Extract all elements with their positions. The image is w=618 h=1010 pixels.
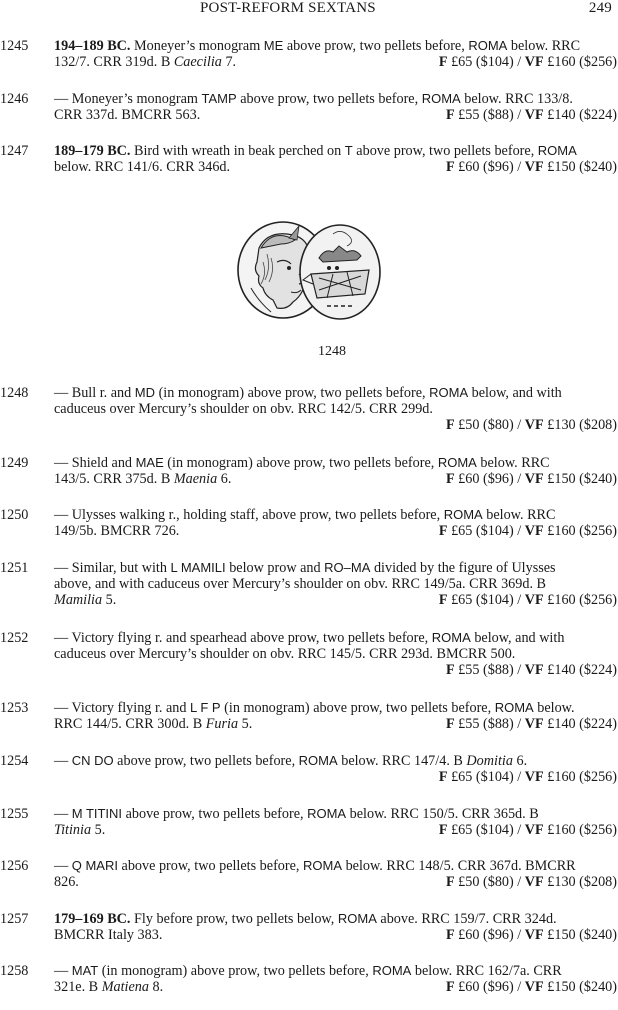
text-run: — Shield and — [54, 455, 136, 471]
coin-drawing — [237, 218, 381, 326]
text-run: — — [54, 858, 72, 874]
price-f: £65 ($104) / — [447, 54, 525, 71]
entry-line — [54, 385, 617, 401]
price-vf: £160 ($256) — [543, 769, 617, 786]
text-run: below. RRC 162/7a. CRR — [411, 963, 562, 979]
price-vf: £130 ($208) — [543, 874, 617, 891]
entry-line — [54, 874, 617, 890]
grade-f: F — [445, 662, 455, 679]
text-run: below. RRC 141/6. CRR 346d. — [54, 159, 231, 176]
text-run: below. RRC — [476, 455, 550, 471]
text-run: — — [54, 753, 72, 769]
price-f: £50 ($80) / — [454, 417, 525, 434]
entry-line — [54, 911, 617, 927]
grade-vf: VF — [524, 417, 544, 434]
entry-line — [54, 107, 617, 123]
text-run: 7. — [221, 54, 237, 71]
text-run: — — [54, 806, 72, 822]
price-line — [446, 716, 617, 732]
entry-line — [54, 716, 617, 732]
entry-number: 1256 — [0, 858, 29, 874]
text-run: caduceus over Mercury’s shoulder on obv. RRC 145/5. CRR 293d. BMCRR 500. — [54, 646, 516, 663]
entry-text — [54, 507, 617, 539]
text-run: divided by the figure of Ulysses — [370, 560, 556, 576]
price-vf: £150 ($240) — [543, 159, 617, 176]
figure-caption: 1248 — [318, 344, 346, 359]
legend-text: ROMA — [337, 911, 377, 926]
entry-line — [54, 979, 617, 995]
price-f: £60 ($96) / — [454, 979, 525, 996]
date-range: 179–169 BC. — [54, 911, 131, 927]
entry-text — [54, 753, 617, 785]
price-vf: £160 ($256) — [543, 523, 617, 540]
text-run: Moneyer’s monogram — [130, 38, 264, 54]
price-vf: £140 ($224) — [543, 716, 617, 733]
legend-text: ROMA — [303, 858, 343, 873]
entry-line — [54, 471, 617, 487]
price-f: £50 ($80) / — [454, 874, 525, 891]
moneyer-family: Maenia — [173, 471, 218, 488]
price-vf: £150 ($240) — [543, 927, 617, 944]
price-f: £55 ($88) / — [454, 662, 525, 679]
text-run: below. RRC — [507, 38, 581, 54]
legend-text: ROMA — [372, 963, 412, 978]
legend-text: MD — [134, 385, 156, 400]
entry-number: 1247 — [0, 143, 29, 159]
legend-text: ROMA — [494, 700, 534, 715]
text-run: 5. — [238, 716, 253, 733]
entry-line — [54, 927, 617, 943]
price-line — [446, 662, 617, 678]
legend-text: ROMA — [429, 385, 469, 400]
entry-line — [54, 662, 617, 678]
entry-line — [54, 523, 617, 539]
text-run: 321e. B — [54, 979, 102, 996]
text-run: above, and with caduceus over Mercury’s shoulder on obv. RRC 149/5a. CRR 369d. B — [54, 576, 547, 593]
text-run: 149/5b. BMCRR 726. — [54, 523, 180, 540]
text-run: above prow, two pellets before, — [117, 858, 304, 874]
grade-f: F — [445, 417, 455, 434]
entry-text — [54, 455, 617, 487]
text-run: 132/7. CRR 319d. B — [54, 54, 174, 71]
entry-text — [54, 143, 617, 175]
price-line — [446, 107, 617, 123]
text-run: (in monogram) above prow, two pellets before, — [98, 963, 373, 979]
entry-line — [54, 769, 617, 785]
text-run: below. RRC 148/5. CRR 367d. BMCRR — [342, 858, 576, 874]
price-f: £65 ($104) / — [447, 769, 525, 786]
entry-number: 1249 — [0, 455, 29, 471]
price-line — [446, 471, 617, 487]
entry-text — [54, 963, 617, 995]
entry-number: 1258 — [0, 963, 29, 979]
entry-line — [54, 54, 617, 70]
text-run: above. RRC 159/7. CRR 324d. — [376, 911, 557, 927]
coin-illustration — [237, 218, 381, 326]
entry-text — [54, 700, 617, 732]
legend-text: ROMA — [431, 630, 471, 645]
text-run: above prow, two pellets before, — [122, 806, 308, 822]
text-run: RRC 144/5. CRR 300d. B — [54, 716, 206, 733]
entry-number: 1250 — [0, 507, 29, 523]
entry-text — [54, 385, 617, 434]
text-run: caduceus over Mercury’s shoulder on obv. RRC 142/5. CRR 299d. — [54, 401, 433, 418]
legend-text: ROMA — [421, 91, 461, 106]
price-vf: £160 ($256) — [543, 54, 617, 71]
page-header — [0, 0, 618, 20]
price-line — [439, 769, 617, 785]
text-run: 6. — [217, 471, 232, 488]
grade-f: F — [445, 927, 455, 944]
text-run: BMCRR Italy 383. — [54, 927, 163, 944]
entry-number: 1251 — [0, 560, 29, 576]
legend-text: L F P — [190, 700, 221, 715]
grade-vf: VF — [524, 769, 544, 786]
legend-text: L MAMILI — [170, 560, 226, 575]
legend-text: T — [344, 143, 353, 158]
legend-text: ROMA — [298, 753, 338, 768]
text-run: below. RRC 147/4. B — [337, 753, 467, 769]
grade-vf: VF — [524, 471, 544, 488]
price-line — [446, 159, 617, 175]
price-vf: £150 ($240) — [543, 471, 617, 488]
grade-vf: VF — [524, 54, 544, 71]
text-run: 143/5. CRR 375d. B — [54, 471, 174, 488]
moneyer-family: Domitia — [466, 753, 513, 769]
text-run: — — [54, 963, 72, 979]
grade-f: F — [438, 54, 448, 71]
date-range: 189–179 BC. — [54, 143, 131, 159]
grade-f: F — [445, 716, 455, 733]
text-run: below. RRC 133/8. — [460, 91, 573, 107]
entry-line — [54, 592, 617, 608]
legend-text: ROMA — [437, 455, 477, 470]
price-vf: £150 ($240) — [543, 979, 617, 996]
entry-line — [54, 560, 617, 576]
price-f: £55 ($88) / — [454, 716, 525, 733]
text-run: below, and with — [470, 630, 565, 646]
grade-vf: VF — [524, 927, 544, 944]
price-f: £60 ($96) / — [454, 927, 525, 944]
legend-text: CN DO — [71, 753, 114, 768]
date-range: 194–189 BC. — [54, 38, 131, 54]
text-run: below, and with — [468, 385, 562, 401]
entry-number: 1248 — [0, 385, 29, 401]
text-run: — Bull r. and — [54, 385, 135, 401]
entry-text — [54, 560, 617, 609]
legend-text: M TITINI — [71, 806, 123, 821]
text-run: 5. — [102, 592, 117, 609]
grade-vf: VF — [524, 979, 544, 996]
moneyer-family: Caecilia — [173, 54, 222, 71]
grade-vf: VF — [524, 716, 544, 733]
text-run: 8. — [148, 979, 164, 996]
legend-text: ROMA — [443, 507, 483, 522]
entry-text — [54, 911, 617, 943]
text-run: — Similar, but with — [54, 560, 171, 576]
entry-text — [54, 38, 617, 70]
price-f: £65 ($104) / — [447, 592, 525, 609]
text-run: — Ulysses walking r., holding staff, above prow, two pellets before, — [54, 507, 444, 523]
text-run: below prow and — [225, 560, 325, 576]
entry-line — [54, 417, 617, 433]
legend-text: RO–MA — [324, 560, 371, 575]
moneyer-family: Mamilia — [54, 592, 103, 609]
legend-text: Q MARI — [71, 858, 118, 873]
running-title: POST-REFORM SEXTANS — [200, 0, 376, 16]
grade-f: F — [438, 769, 448, 786]
text-run: 6. — [512, 753, 528, 769]
grade-vf: VF — [524, 662, 544, 679]
grade-f: F — [445, 107, 455, 124]
price-vf: £130 ($208) — [543, 417, 617, 434]
entry-line — [54, 806, 617, 822]
entry-line — [54, 753, 617, 769]
entry-number: 1255 — [0, 806, 29, 822]
entry-number: 1254 — [0, 753, 29, 769]
price-line — [446, 874, 617, 890]
entry-line — [54, 858, 617, 874]
entry-line — [54, 401, 617, 417]
grade-f: F — [445, 159, 455, 176]
price-line — [439, 54, 617, 70]
text-run: below. — [533, 700, 575, 716]
entry-number: 1257 — [0, 911, 29, 927]
legend-text: MAE — [135, 455, 164, 470]
text-run: (in monogram) above prow, two pellets before, — [155, 385, 430, 401]
price-vf: £140 ($224) — [543, 107, 617, 124]
text-run: Fly before prow, two pellets below, — [130, 911, 338, 927]
text-run: above prow, two pellets before, — [352, 143, 538, 159]
text-run: 5. — [91, 822, 106, 839]
grade-vf: VF — [524, 159, 544, 176]
text-run: above prow, two pellets before, — [236, 91, 422, 107]
entry-number: 1246 — [0, 91, 29, 107]
text-run: — Victory flying r. and spearhead above prow, two pellets before, — [54, 630, 432, 646]
grade-vf: VF — [524, 822, 544, 839]
moneyer-family: Furia — [205, 716, 239, 733]
entry-number: 1253 — [0, 700, 29, 716]
legend-text: ROMA — [468, 38, 508, 53]
grade-f: F — [445, 979, 455, 996]
entry-line — [54, 38, 617, 54]
entry-text — [54, 858, 617, 890]
price-f: £55 ($88) / — [454, 107, 525, 124]
grade-f: F — [438, 822, 448, 839]
text-run: (in monogram) above prow, two pellets before, — [163, 455, 438, 471]
grade-vf: VF — [524, 523, 544, 540]
price-line — [446, 927, 617, 943]
entry-text — [54, 806, 617, 838]
reverse-prow — [300, 225, 380, 319]
price-line — [439, 523, 617, 539]
price-f: £65 ($104) / — [447, 822, 525, 839]
entry-line — [54, 159, 617, 175]
price-line — [439, 592, 617, 608]
price-f: £60 ($96) / — [454, 471, 525, 488]
text-run: above prow, two pellets before, — [113, 753, 299, 769]
text-run: CRR 337d. BMCRR 563. — [54, 107, 201, 124]
entry-line — [54, 963, 617, 979]
entry-text — [54, 91, 617, 123]
legend-text: MAT — [71, 963, 99, 978]
legend-text: TAMP — [201, 91, 237, 106]
moneyer-family: Matiena — [101, 979, 149, 996]
entry-line — [54, 91, 617, 107]
entry-line — [54, 455, 617, 471]
grade-f: F — [438, 592, 448, 609]
legend-text: ROMA — [537, 143, 577, 158]
text-run: — Victory flying r. and — [54, 700, 191, 716]
entry-line — [54, 630, 617, 646]
grade-vf: VF — [524, 107, 544, 124]
text-run: above prow, two pellets before, — [283, 38, 469, 54]
grade-f: F — [445, 471, 455, 488]
text-run: Bird with wreath in beak perched on — [130, 143, 345, 159]
price-line — [439, 822, 617, 838]
price-f: £60 ($96) / — [454, 159, 525, 176]
grade-f: F — [445, 874, 455, 891]
legend-text: ROMA — [307, 806, 347, 821]
grade-vf: VF — [524, 592, 544, 609]
price-line — [446, 417, 617, 433]
text-run: (in monogram) above prow, two pellets before, — [220, 700, 495, 716]
entry-number: 1252 — [0, 630, 29, 646]
entry-line — [54, 576, 617, 592]
page-number: 249 — [588, 0, 612, 16]
moneyer-family: Titinia — [54, 822, 92, 839]
price-vf: £160 ($256) — [543, 592, 617, 609]
text-run: below. RRC — [482, 507, 556, 523]
entry-text — [54, 630, 617, 679]
entry-line — [54, 507, 617, 523]
entry-line — [54, 143, 617, 159]
price-vf: £160 ($256) — [543, 822, 617, 839]
grade-f: F — [438, 523, 448, 540]
text-run: — Moneyer’s monogram — [54, 91, 202, 107]
price-vf: £140 ($224) — [543, 662, 617, 679]
text-run: 826. — [54, 874, 79, 891]
legend-text: ME — [263, 38, 284, 53]
grade-vf: VF — [524, 874, 544, 891]
entry-number: 1245 — [0, 38, 29, 54]
price-f: £65 ($104) / — [447, 523, 525, 540]
entry-line — [54, 700, 617, 716]
entry-line — [54, 822, 617, 838]
text-run: below. RRC 150/5. CRR 365d. B — [346, 806, 539, 822]
price-line — [446, 979, 617, 995]
entry-line — [54, 646, 617, 662]
